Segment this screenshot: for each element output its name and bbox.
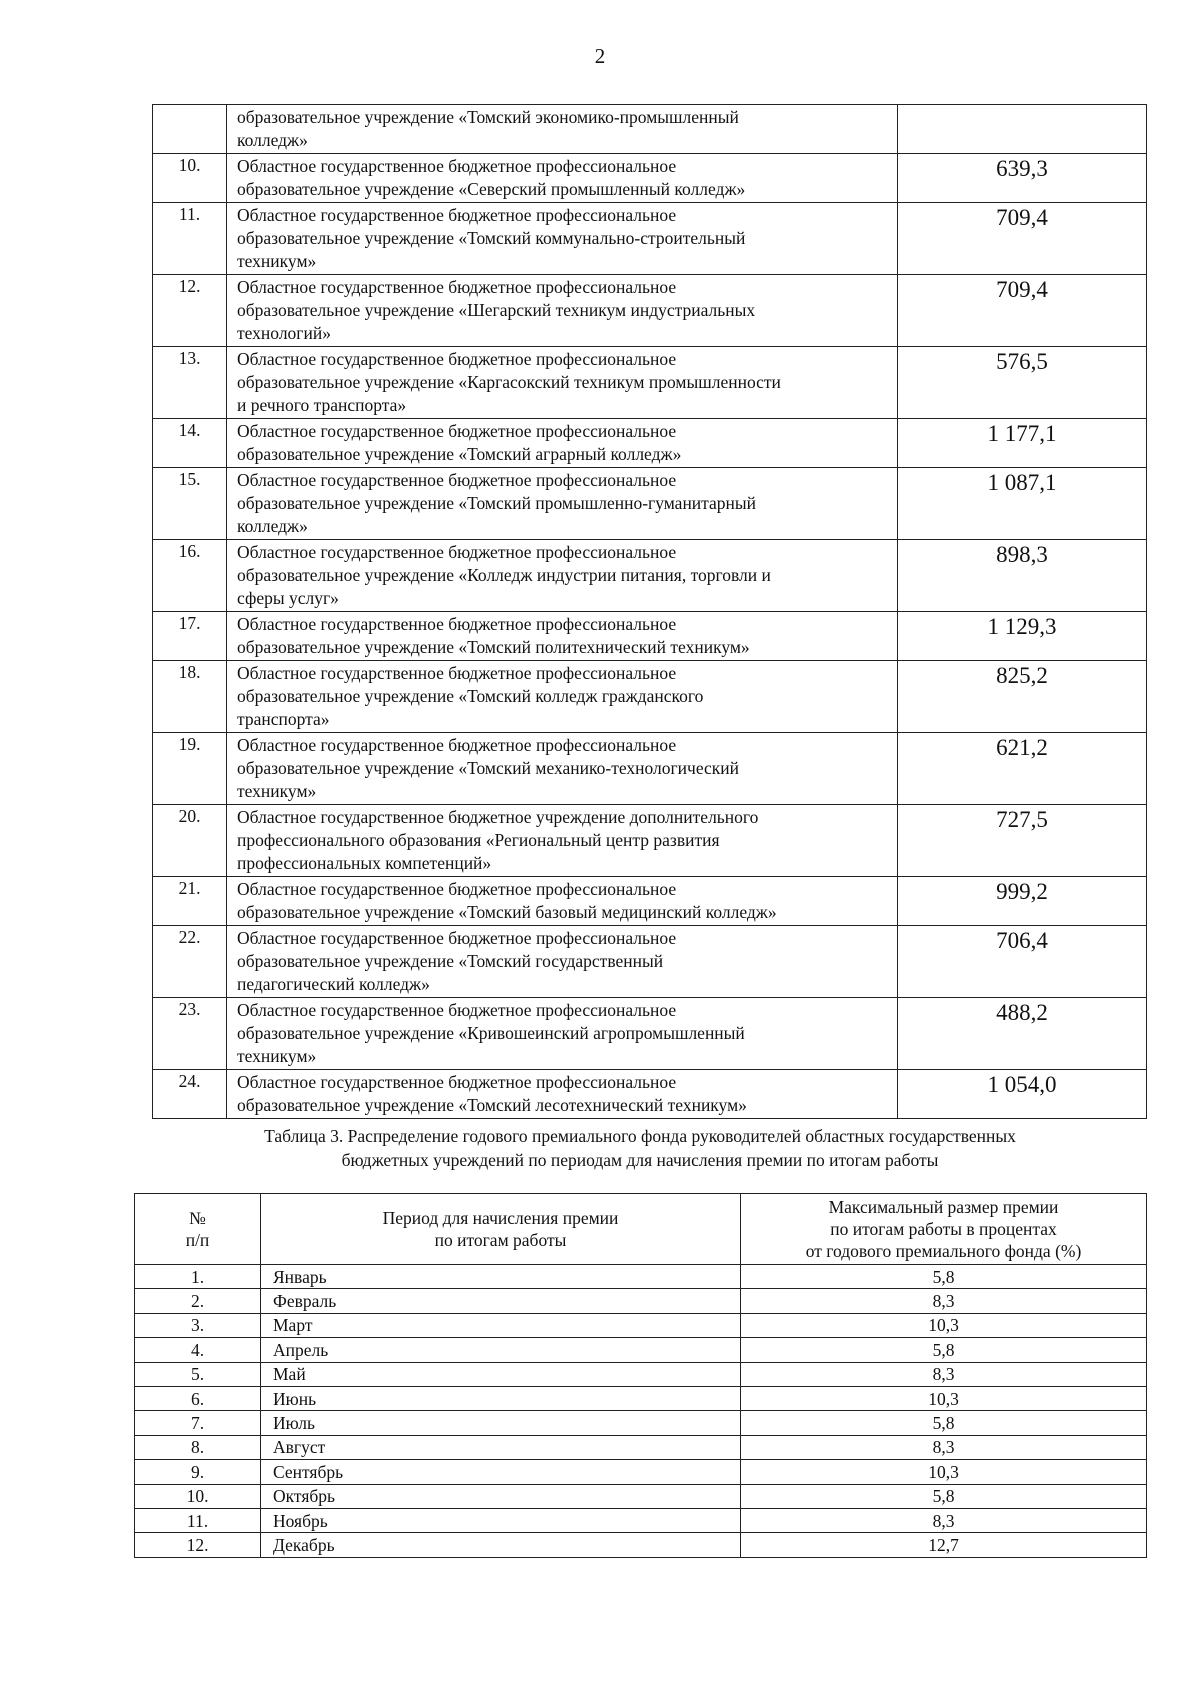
month-number: 10. [135,1484,261,1508]
fund-value: 709,4 [898,275,1147,347]
table-row [153,805,1147,877]
month-number: 12. [135,1533,261,1557]
table-row [135,1362,1147,1386]
table-row [153,998,1147,1070]
institution-name-line: образовательное учреждение «Колледж индустрии питания, торговли и [237,565,771,585]
institution-name [227,612,898,661]
institution-name-line: колледж» [237,130,308,150]
institution-name-line: образовательное учреждение «Томский коммунально-строительный [237,228,746,248]
row-number: 19. [153,733,227,805]
month-name: Март [261,1313,741,1337]
institution-name [227,203,898,275]
table-row [153,540,1147,612]
month-number: 3. [135,1313,261,1337]
month-number: 7. [135,1411,261,1435]
row-number: 15. [153,468,227,540]
fund-value: 488,2 [898,998,1147,1070]
institution-name-line: Областное государственное бюджетное профессиональное [237,1000,677,1020]
table-row [153,1070,1147,1119]
header-period [261,1194,741,1265]
institution-name-line: Областное государственное бюджетное профессиональное [237,928,677,948]
header-period-line: по итогам работы [434,1230,567,1250]
table-row [153,612,1147,661]
institution-name-line: образовательное учреждение «Томский колледж гражданского [237,686,704,706]
institution-name-line: Областное государственное бюджетное учреждение дополнительного [237,807,759,827]
header-percent [741,1194,1147,1265]
row-number: 11. [153,203,227,275]
institution-name-line: Областное государственное бюджетное профессиональное [237,470,677,490]
fund-value: 706,4 [898,926,1147,998]
bonus-percent: 8,3 [741,1289,1147,1313]
institution-name-line: Областное государственное бюджетное профессиональное [237,1072,677,1092]
table3-caption-line: бюджетных учреждений по периодам для начисления премии по итогам работы [341,1150,939,1170]
institution-name-line: образовательное учреждение «Томский базовый медицинский колледж» [237,902,777,922]
table-row [153,419,1147,468]
row-number: 13. [153,347,227,419]
header-number [135,1194,261,1265]
institution-name-line: образовательное учреждение «Томский аграрный колледж» [237,444,682,464]
institution-name [227,275,898,347]
institution-name-line: Областное государственное бюджетное профессиональное [237,156,677,176]
institution-name-line: Областное государственное бюджетное профессиональное [237,205,677,225]
table-row [135,1484,1147,1508]
table-row [135,1338,1147,1362]
fund-value: 621,2 [898,733,1147,805]
institution-name [227,926,898,998]
table-row [135,1435,1147,1459]
fund-value: 639,3 [898,154,1147,203]
header-percent-line: Максимальный размер премии [828,1197,1059,1217]
fund-value: 727,5 [898,805,1147,877]
table-row [153,926,1147,998]
bonus-distribution-table-body [135,1265,1147,1558]
fund-value [898,105,1147,154]
table3-caption-line: Таблица 3. Распределение годового премиального фонда руководителей областных государственных [264,1126,1016,1146]
table-row [153,877,1147,926]
institution-name-line: и речного транспорта» [237,395,407,415]
bonus-distribution-table [134,1193,1147,1558]
month-name: Апрель [261,1338,741,1362]
row-number: 16. [153,540,227,612]
month-name: Октябрь [261,1484,741,1508]
institution-name-line: техникум» [237,1046,317,1066]
month-number: 1. [135,1265,261,1289]
bonus-percent: 5,8 [741,1265,1147,1289]
row-number: 10. [153,154,227,203]
fund-value: 898,3 [898,540,1147,612]
row-number: 18. [153,661,227,733]
institution-name-line: техникум» [237,251,317,271]
institutions-fund-table [152,104,1147,1119]
fund-value: 999,2 [898,877,1147,926]
table-row [135,1265,1147,1289]
table-row [135,1313,1147,1337]
month-number: 8. [135,1435,261,1459]
institution-name [227,733,898,805]
institution-name-line: образовательное учреждение «Томский промышленно-гуманитарный [237,493,757,513]
bonus-percent: 5,8 [741,1411,1147,1435]
table-row [135,1533,1147,1557]
month-number: 11. [135,1508,261,1532]
bonus-percent: 10,3 [741,1386,1147,1410]
table-row [135,1289,1147,1313]
institution-name-line: образовательное учреждение «Томский экономико-промышленный [237,107,739,127]
institution-name-line: сферы услуг» [237,588,339,608]
table-row [135,1411,1147,1435]
institution-name-line: транспорта» [237,709,330,729]
institution-name [227,661,898,733]
month-number: 9. [135,1460,261,1484]
fund-value: 576,5 [898,347,1147,419]
institution-name-line: Областное государственное бюджетное профессиональное [237,349,677,369]
institution-name-line: Областное государственное бюджетное профессиональное [237,542,677,562]
month-number: 4. [135,1338,261,1362]
institution-name [227,805,898,877]
table-row [153,154,1147,203]
institution-name-line: профессионального образования «Региональный центр развития [237,830,720,850]
header-number-line: п/п [185,1230,210,1250]
institution-name [227,105,898,154]
table-row [153,203,1147,275]
institution-name [227,154,898,203]
month-name: Декабрь [261,1533,741,1557]
institution-name [227,419,898,468]
month-name: Январь [261,1265,741,1289]
table-row [135,1460,1147,1484]
table-row [153,275,1147,347]
bonus-percent: 5,8 [741,1338,1147,1362]
fund-value: 1 087,1 [898,468,1147,540]
table-row [153,105,1147,154]
month-name: Февраль [261,1289,741,1313]
institution-name-line: педагогический колледж» [237,974,430,994]
fund-value: 1 129,3 [898,612,1147,661]
bonus-percent: 10,3 [741,1460,1147,1484]
row-number [153,105,227,154]
row-number: 23. [153,998,227,1070]
institution-name [227,1070,898,1119]
fund-value: 709,4 [898,203,1147,275]
institution-name-line: образовательное учреждение «Томский государственный [237,951,664,971]
institution-name [227,347,898,419]
table3-caption [150,1124,1130,1172]
bonus-percent: 10,3 [741,1313,1147,1337]
institution-name-line: технологий» [237,323,331,343]
table-header-row [135,1194,1147,1265]
row-number: 20. [153,805,227,877]
institution-name-line: образовательное учреждение «Кривошеинский агропромышленный [237,1023,745,1043]
row-number: 17. [153,612,227,661]
page-number: 2 [594,44,606,68]
institution-name-line: Областное государственное бюджетное профессиональное [237,421,677,441]
month-name: Август [261,1435,741,1459]
institution-name [227,877,898,926]
institution-name-line: профессиональных компетенций» [237,853,492,873]
header-percent-line: от годового премиального фонда (%) [805,1241,1082,1261]
fund-value: 1 054,0 [898,1070,1147,1119]
table-row [153,661,1147,733]
row-number: 22. [153,926,227,998]
month-name: Ноябрь [261,1508,741,1532]
institution-name-line: Областное государственное бюджетное профессиональное [237,879,677,899]
bonus-percent: 8,3 [741,1362,1147,1386]
institution-name-line: образовательное учреждение «Каргасокский техникум промышленности [237,372,781,392]
bonus-percent: 8,3 [741,1435,1147,1459]
institution-name-line: Областное государственное бюджетное профессиональное [237,663,677,683]
institution-name [227,540,898,612]
header-period-line: Период для начисления премии [382,1208,619,1228]
institution-name-line: Областное государственное бюджетное профессиональное [237,614,677,634]
institution-name-line: образовательное учреждение «Северский промышленный колледж» [237,179,746,199]
institution-name-line: образовательное учреждение «Томский лесотехнический техникум» [237,1095,747,1115]
table-row [153,468,1147,540]
institution-name-line: Областное государственное бюджетное профессиональное [237,735,677,755]
row-number: 12. [153,275,227,347]
institutions-fund-table-body [153,105,1147,1119]
bonus-percent: 12,7 [741,1533,1147,1557]
institution-name [227,468,898,540]
institution-name [227,998,898,1070]
institution-name-line: образовательное учреждение «Томский механико-технологический [237,758,740,778]
row-number: 21. [153,877,227,926]
institution-name-line: колледж» [237,516,308,536]
month-number: 5. [135,1362,261,1386]
row-number: 14. [153,419,227,468]
fund-value: 825,2 [898,661,1147,733]
row-number: 24. [153,1070,227,1119]
institution-name-line: образовательное учреждение «Шегарский техникум индустриальных [237,300,756,320]
table-row [153,347,1147,419]
bonus-percent: 5,8 [741,1484,1147,1508]
institution-name-line: Областное государственное бюджетное профессиональное [237,277,677,297]
institution-name-line: техникум» [237,781,317,801]
institution-name-line: образовательное учреждение «Томский политехнический техникум» [237,637,750,657]
month-number: 2. [135,1289,261,1313]
table-row [153,733,1147,805]
month-name: Май [261,1362,741,1386]
month-name: Сентябрь [261,1460,741,1484]
header-percent-line: по итогам работы в процентах [830,1219,1057,1239]
table-row [135,1386,1147,1410]
table-row [135,1508,1147,1532]
fund-value: 1 177,1 [898,419,1147,468]
header-number-line: № [189,1208,206,1228]
month-name: Июль [261,1411,741,1435]
month-name: Июнь [261,1386,741,1410]
bonus-percent: 8,3 [741,1508,1147,1532]
month-number: 6. [135,1386,261,1410]
